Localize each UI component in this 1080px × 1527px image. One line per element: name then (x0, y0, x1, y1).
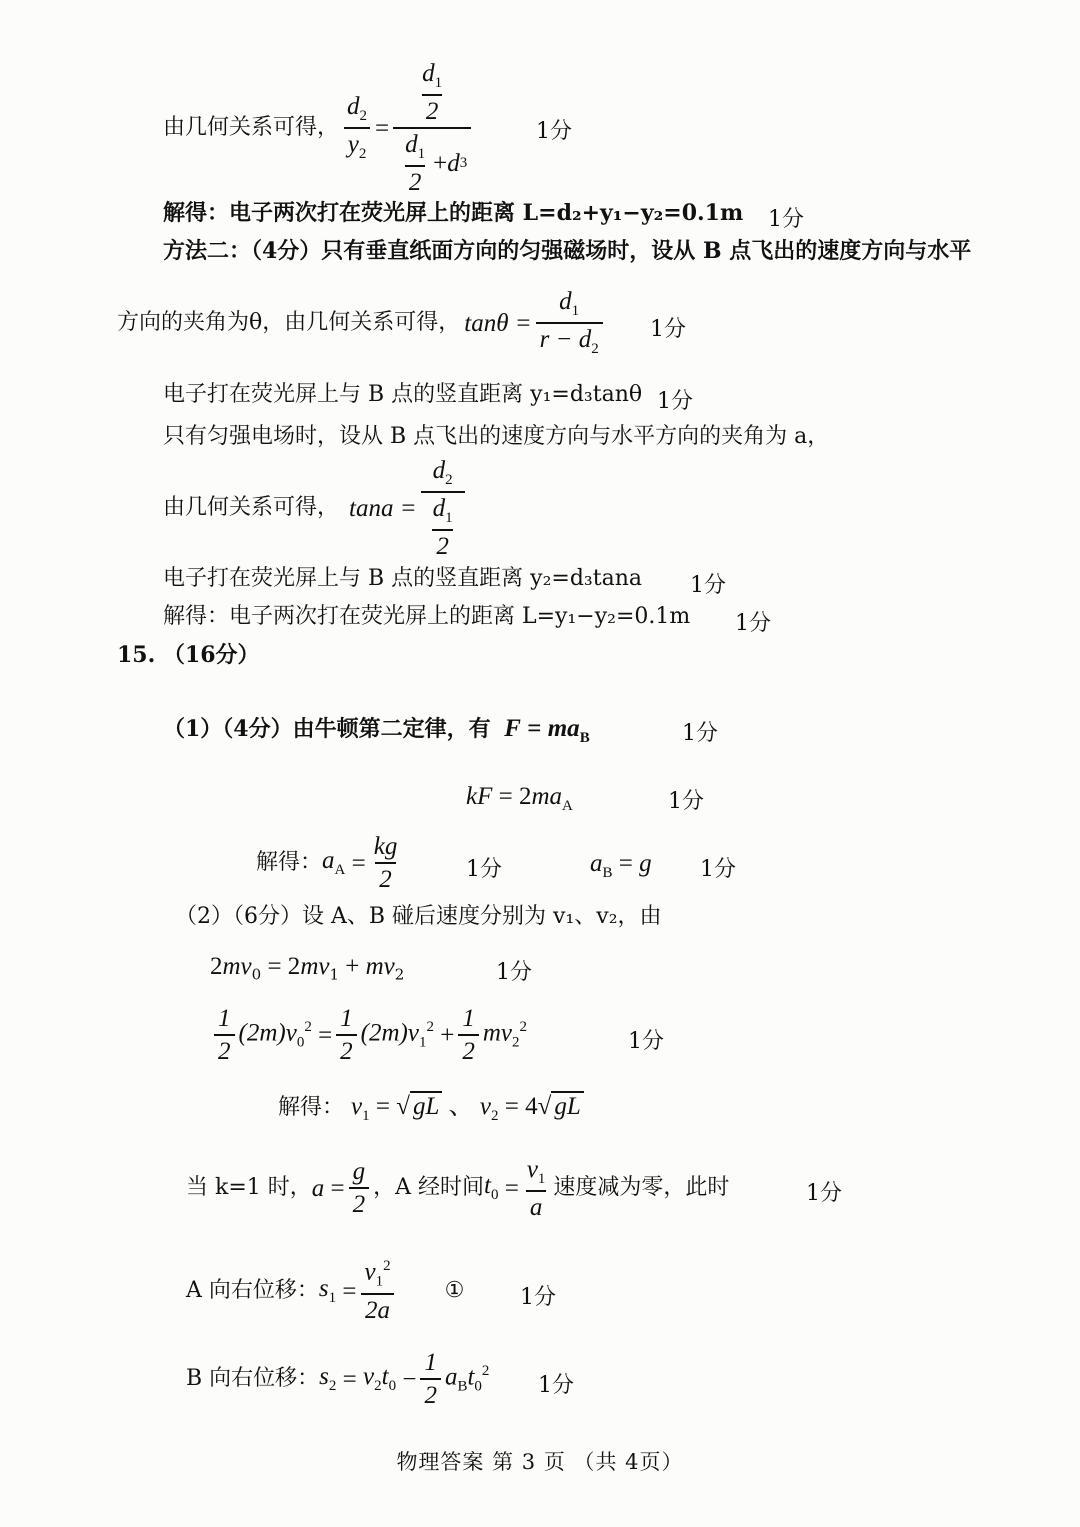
fraction-d2-y2: $\frac{d_2}{y_2}$ (343, 94, 371, 162)
part1-line: （1）（4分）由牛顿第二定律，有 $F = ma_B$ (163, 715, 590, 746)
method2-continuation: 方向的夹角为θ，由几何关系可得， (117, 310, 461, 335)
points-4: 1分 (657, 389, 693, 414)
points-1: 1分 (536, 119, 572, 144)
points-13: 1分 (806, 1181, 842, 1206)
points-14: 1分 (520, 1285, 556, 1310)
solution-label-acc: 解得： (256, 850, 323, 875)
points-10: 1分 (700, 857, 736, 882)
electric-field-only-line: 只有匀强电场时，设从 B 点飞出的速度方向与水平方向的夹角为 a， (163, 424, 830, 449)
eq-newton-a: kF = $2ma_A$ (466, 783, 573, 814)
solution-method2: 解得：电子两次打在荧光屏上的距离 L=y₁−y₂=0.1m (163, 604, 691, 629)
k1-line: 当 k=1 时， a = $\frac{g}{2}$ ，A 经时间 $t_0$ = $\frac{v_1}{a}$ 速度减为零，此时 (186, 1155, 730, 1221)
eq-energy: $\frac{1}{2}$ $(2m)v_0^2$ = $\frac{1}{2}$ $(2m)v_1^2$ + $\frac{1}{2}$ $mv_2^2$ (210, 1002, 527, 1068)
geometry-label-1: 由几何关系可得， (163, 115, 340, 140)
y2-line: 电子打在荧光屏上与 B 点的竖直距离 y₂=d₃tana (163, 566, 642, 591)
eq-aB: $a_B = g$ (590, 850, 652, 881)
a-displacement-label: A 向右位移： (186, 1278, 319, 1303)
k1-part-c: 速度减为零，此时 (553, 1175, 730, 1200)
question-15-heading: 15. （16分） (117, 642, 260, 668)
points-8: 1分 (668, 789, 704, 814)
points-12: 1分 (628, 1029, 664, 1054)
fraction-kg-2: $\frac{kg}{2}$ (373, 833, 398, 893)
k1-part-a: 当 k=1 时， (186, 1175, 312, 1200)
points-7: 1分 (682, 721, 718, 746)
fraction-nested: $\frac{d_1}{2}$ $\frac{d_1}{2}$ + d 3 (393, 61, 471, 195)
b-displacement-label: B 向右位移： (186, 1366, 320, 1391)
points-3: 1分 (650, 317, 686, 342)
page-footer: 物理答案 第 3 页 （共 4页） (396, 1450, 684, 1474)
points-2: 1分 (768, 207, 804, 232)
solution-method1: 解得：电子两次打在荧光屏上的距离 L=d₂+y₁−y₂=0.1m (163, 200, 744, 226)
tan-theta-line: 方向的夹角为θ，由几何关系可得， tanθ = $\frac{d_1}{r - d_2}$ (117, 290, 607, 356)
solution-label-v: 解得： (278, 1095, 345, 1120)
a-displacement-line: A 向右位移： $s_1$ = $\frac{v_1^2}{2a}$ ① (186, 1258, 465, 1324)
method2-heading: 方法二：（4分）只有垂直纸面方向的匀强磁场时，设从 B 点飞出的速度方向与水平 (163, 238, 972, 264)
y1-line: 电子打在荧光屏上与 B 点的竖直距离 y₁=d₃tanθ (163, 382, 643, 407)
fraction-tan-a: $\frac{d_2}{\frac{d_1}{2}}$ (421, 458, 465, 559)
part2-label: （2）（6分）设 A、B 碰后速度分别为 v₁、v₂，由 (175, 904, 662, 929)
acceleration-solution: 解得： $a_A$ = $\frac{kg}{2}$ (256, 830, 405, 896)
geometry-relation-1: 由几何关系可得， $\frac{d_2}{y_2}$ = $\frac{d_1}{2}$ $\frac{d_1}{2}$ + d 3 (163, 68, 475, 188)
b-displacement-line: B 向右位移： $s_2$ = $v_2t_0$ − $\frac{1}{2}$ $a_Bt_0^2$ (186, 1349, 490, 1409)
k1-part-b: ，A 经时间 (373, 1175, 484, 1200)
geometry-label-2: 由几何关系可得， (163, 495, 340, 520)
points-15: 1分 (538, 1373, 574, 1398)
points-11: 1分 (496, 960, 532, 985)
points-6: 1分 (735, 611, 771, 636)
eq-momentum: $2mv_0 = 2mv_1 + mv_2$ (210, 953, 405, 984)
part1-label: （1）（4分）由牛顿第二定律，有 (163, 716, 491, 742)
points-9: 1分 (466, 857, 502, 882)
tan-a-line: 由几何关系可得， tana = $\frac{d_2}{\frac{d_1}{2}}$ (163, 460, 469, 556)
points-5: 1分 (690, 573, 726, 598)
velocity-solution: 解得： $v_1$ = √ gL 、 $v_2 = 4√$ gL (278, 1094, 584, 1124)
fraction-tan-theta: $\frac{d_1}{r - d_2}$ (536, 289, 603, 357)
equation-marker-1: ① (444, 1278, 465, 1303)
